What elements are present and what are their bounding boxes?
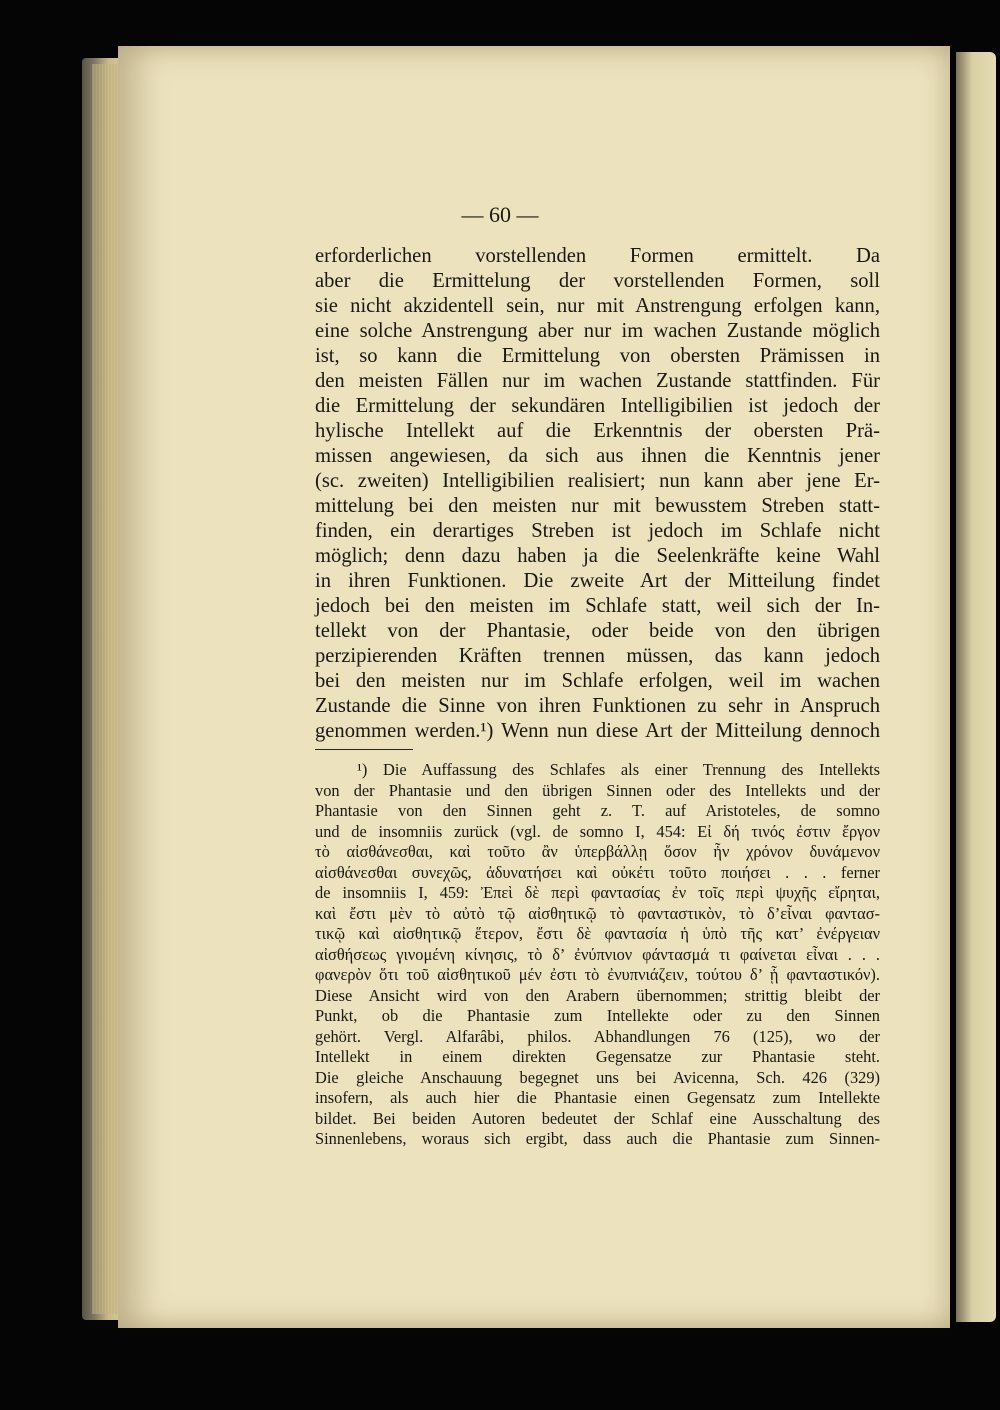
body-line: in ihren Funktionen. Die zweite Art der Mitteilung findet [315,570,880,592]
footnote-line: αἰσθήσεως γινομένη κίνησις, τὸ δ’ ἐνύπνιον φάντασμά τι φαίνεται εἶναι . . . [315,944,880,964]
footnote-line: ¹) Die Auffassung des Schlafes als einer Trennung des Intellekts [357,760,880,779]
body-line: sie nicht akzidentell sein, nur mit Anstrengung erfolgen kann, [315,295,880,317]
footnote-separator [315,749,413,750]
footnote-line: αἰσθάνεσθαι συνεχῶς, ἀδυνατήσει καὶ οὐκέτι τοῦτο ποιήσει . . . ferner [315,862,880,882]
footnote-line: φανερὸν ὅτι τοῦ αἰσθητικοῦ μέν ἐστι τὸ ἐνυπνιάζειν, τούτου δ’ ᾗ φανταστικόν). [315,965,880,984]
body-line: missen angewiesen, da sich aus ihnen die Kenntnis jener [315,445,880,467]
body-text [315,244,880,744]
footnote [315,760,880,1150]
body-line: tellekt von der Phantasie, oder beide von den übrigen [315,620,880,642]
body-line: eine solche Anstrengung aber nur im wachen Zustande möglich [315,320,880,342]
footnote-line: Intellekt in einem direkten Gegensatze zur Phantasie steht. [315,1047,880,1066]
footnote-line: de insomniis I, 459: Ἐπεὶ δὲ περὶ φαντασίας ἐν τοῖς περὶ ψυχῆς εἴρηται, [315,883,880,902]
body-line: finden, ein derartiges Streben ist jedoch im Schlafe nicht [315,520,880,542]
footnote-line: Phantasie von den Sinnen geht z. T. auf Aristoteles, de somno [315,801,880,820]
body-line: erforderlichen vorstellenden Formen ermittelt. Da [315,245,880,267]
footnote-line: und de insomniis zurück (vgl. de somno I, 454: Εἰ δή τινός ἐστιν ἔργον [315,821,880,841]
footnote-line: gehört. Vergl. Alfarâbi, philos. Abhandlungen 76 (125), wo der [315,1026,880,1046]
footnote-line: bildet. Bei beiden Autoren bedeutet der Schlaf eine Ausschaltung des [315,1108,880,1128]
footnote-line: Punkt, ob die Phantasie zum Intellekte oder zu den Sinnen [315,1006,880,1025]
body-line: bei den meisten nur im Schlafe erfolgen, weil im wachen [315,670,880,692]
body-line: möglich; denn dazu haben ja die Seelenkräfte keine Wahl [315,545,880,567]
footnote-line: τὸ αἰσθάνεσθαι, καὶ τοῦτο ἂν ὑπερβάλλῃ ὅσον ἦν χρόνον δυνάμενον [315,842,880,861]
body-line: perzipierenden Kräften trennen müssen, das kann jedoch [315,645,880,667]
footnote-line: Diese Ansicht wird von den Arabern übernommen; strittig bleibt der [315,985,880,1005]
body-line: aber die Ermittelung der vorstellenden Formen, soll [315,270,880,292]
footnote-line: τικῷ καὶ αἰσθητικῷ ἕτερον, ἔστι δὲ φαντασία ἡ ὑπὸ τῆς κατ’ ἐνέργειαν [315,924,880,943]
footnote-line: von der Phantasie und den übrigen Sinnen oder des Intellekts und der [315,780,880,800]
body-line: den meisten Fällen nur im wachen Zustande stattfinden. Für [315,370,880,392]
footnote-line: Sinnenlebens, woraus sich ergibt, dass auch die Phantasie zum Sinnen- [315,1129,880,1148]
body-line: genommen werden.¹) Wenn nun diese Art der Mitteilung dennoch [315,720,880,742]
body-line: ist, so kann die Ermittelung von obersten Prämissen in [315,345,880,367]
body-line: Zustande die Sinne von ihren Funktionen zu sehr in Anspruch [315,695,880,717]
body-line: (sc. zweiten) Intelligibilien realisiert; nun kann aber jene Er- [315,470,880,492]
footnote-line: Die gleiche Anschauung begegnet uns bei Avicenna, Sch. 426 (329) [315,1067,880,1087]
body-line: die Ermittelung der sekundären Intelligibilien ist jedoch der [315,395,880,417]
body-line: hylische Intellekt auf die Erkenntnis der obersten Prä- [315,420,880,442]
footnote-line: insofern, als auch hier die Phantasie einen Gegensatz zum Intellekte [315,1088,880,1107]
footnote-line: καὶ ἔστι μὲν τὸ αὐτὸ τῷ αἰσθητικῷ τὸ φανταστικὸν, τὸ δ’εἶναι φαντασ- [315,903,880,923]
page-number: — 60 — [461,202,539,227]
body-line: mittelung bei den meisten nur mit bewusstem Streben statt- [315,495,880,517]
facing-page-edge [956,52,996,1322]
body-line: jedoch bei den meisten im Schlafe statt, weil sich der In- [315,595,880,617]
